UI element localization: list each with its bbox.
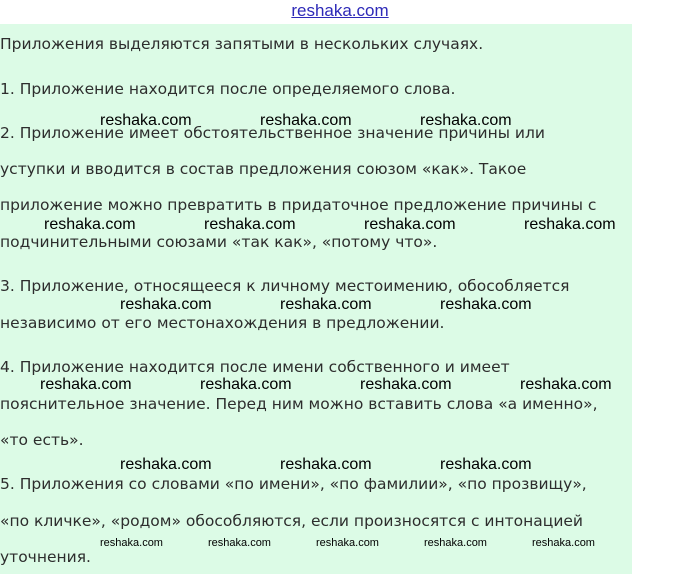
watermark-text: reshaka.com	[260, 112, 352, 129]
watermark-text: reshaka.com	[524, 216, 616, 233]
rule-5-line-2: «по кличке», «родом» обособляются, если произносятся с интонацией	[0, 512, 584, 530]
watermark-text: reshaka.com	[280, 456, 372, 473]
watermark-text: reshaka.com	[44, 216, 136, 233]
watermark-text: reshaka.com	[200, 376, 292, 393]
watermark-text: reshaka.com	[280, 296, 372, 313]
watermark-text: reshaka.com	[120, 296, 212, 313]
rule-4-line-1: 4. Приложение находится после имени собственного и имеет	[0, 358, 510, 376]
rule-2-line-4: подчинительными союзами «так как», «потому что».	[0, 233, 438, 251]
rule-4-line-3: «то есть».	[0, 431, 84, 449]
watermark-text: reshaka.com	[100, 112, 192, 129]
rule-2-line-3: приложение можно превратить в придаточное предложение причины с	[0, 196, 597, 214]
rule-4-line-2: пояснительное значение. Перед ним можно вставить слова «а именно»,	[0, 395, 598, 413]
watermark-text: reshaka.com	[120, 456, 212, 473]
rule-5-line-1: 5. Приложения со словами «по имени», «по фамилии», «по прозвищу»,	[0, 475, 587, 493]
watermark-text: reshaka.com	[520, 376, 612, 393]
watermark-text: reshaka.com	[424, 537, 487, 549]
watermark-text: reshaka.com	[532, 537, 595, 549]
watermark-text: reshaka.com	[208, 537, 271, 549]
site-header	[0, 0, 680, 24]
rule-3-line-1: 3. Приложение, относящееся к личному местоимению, обособляется	[0, 277, 570, 295]
watermark-text: reshaka.com	[204, 216, 296, 233]
watermark-text: reshaka.com	[364, 216, 456, 233]
rule-2-line-2: уступки и вводится в состав предложения союзом «как». Такое	[0, 160, 527, 178]
watermark-text: reshaka.com	[440, 296, 532, 313]
watermark-text: reshaka.com	[40, 376, 132, 393]
watermark-text: reshaka.com	[316, 537, 379, 549]
watermark-text: reshaka.com	[100, 537, 163, 549]
rule-1-line: 1. Приложение находится после определяемого слова.	[0, 80, 456, 98]
rule-5-line-3: уточнения.	[0, 548, 91, 566]
watermark-text: reshaka.com	[360, 376, 452, 393]
watermark-text: reshaka.com	[420, 112, 512, 129]
rule-3-line-2: независимо от его местонахождения в предложении.	[0, 314, 445, 332]
intro-line: Приложения выделяются запятыми в нескольких случаях.	[0, 35, 484, 53]
watermark-text: reshaka.com	[440, 456, 532, 473]
rule-2-line-1: 2. Приложение имеет обстоятельственное значение причины или	[0, 124, 545, 142]
site-brand-link[interactable]: reshaka.com	[291, 1, 389, 20]
